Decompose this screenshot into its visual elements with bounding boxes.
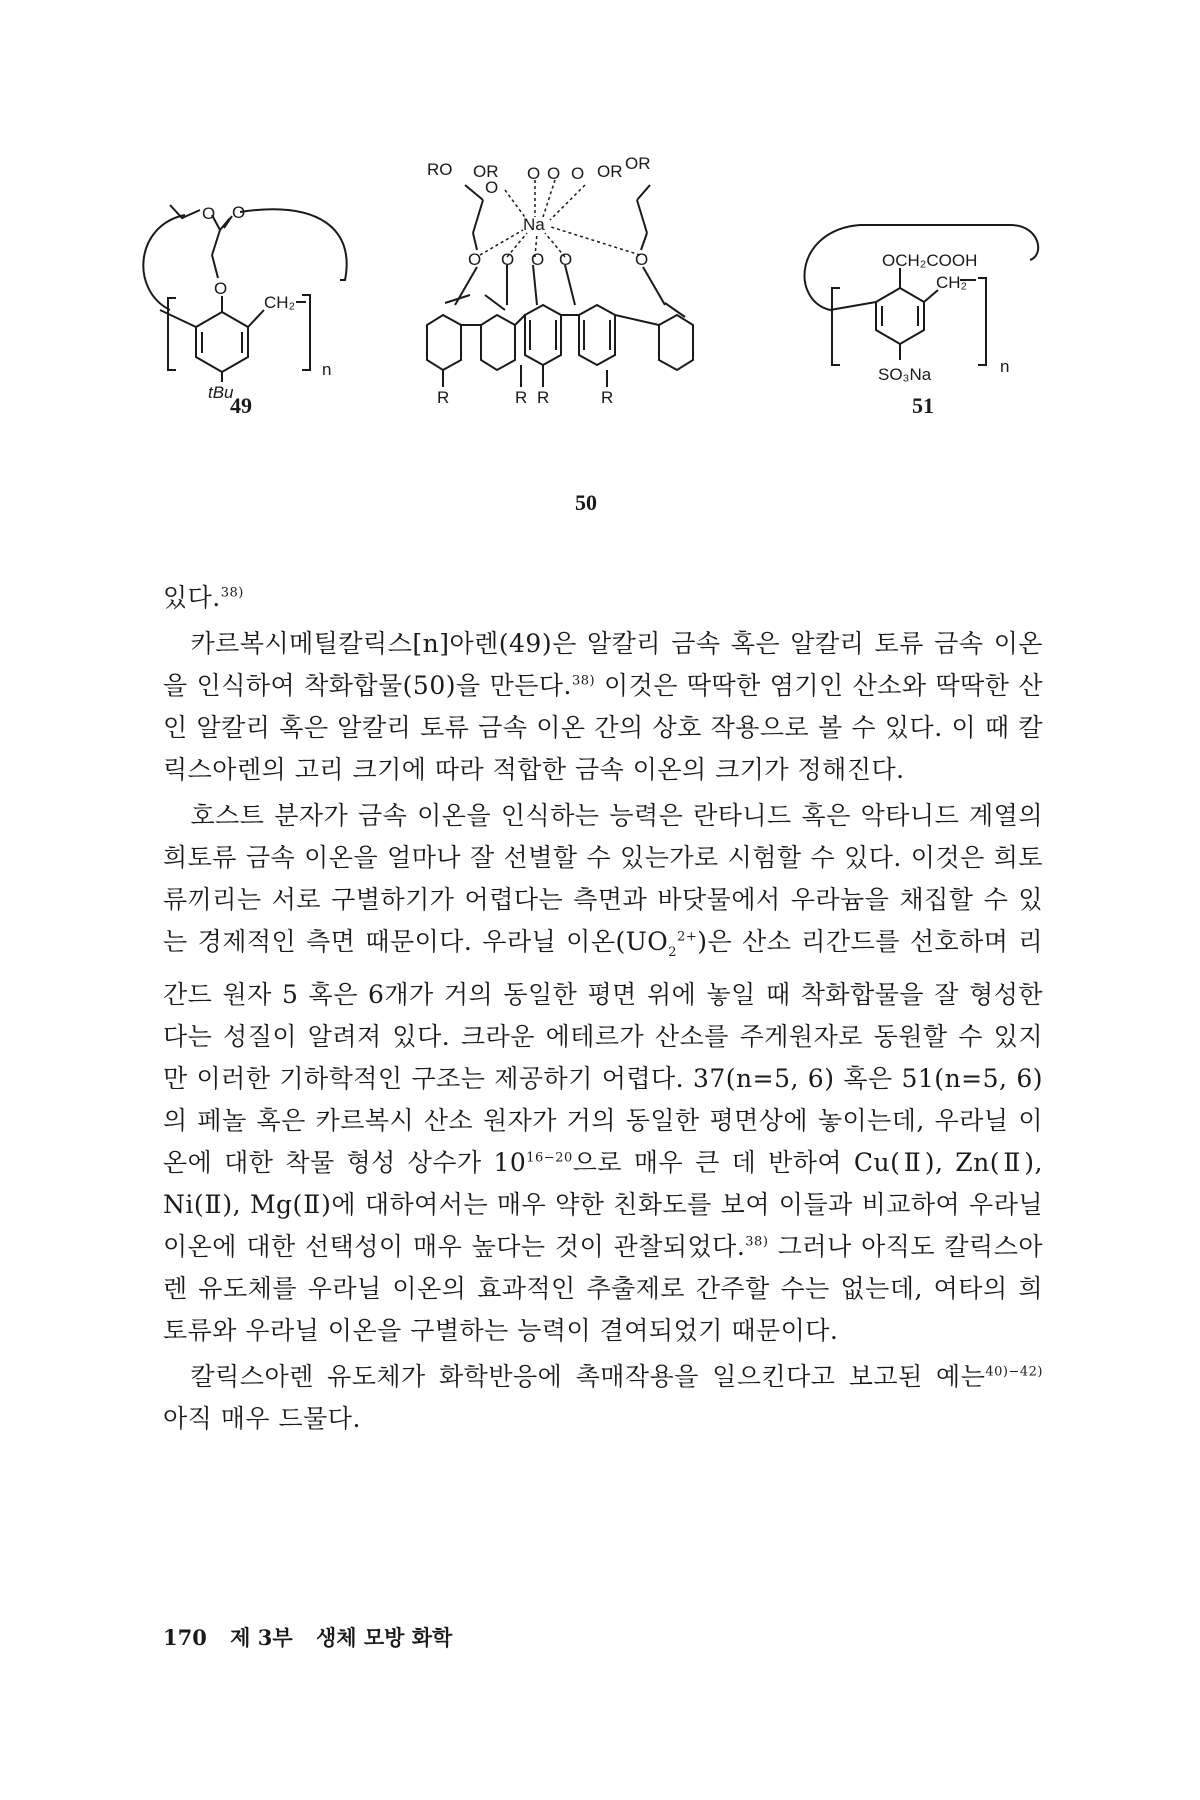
body-text — [163, 577, 1043, 1440]
paragraph-0-text: 있다. — [163, 583, 221, 612]
paragraph-0 — [163, 577, 1043, 619]
paragraph-2 — [163, 795, 1043, 1352]
atom-51-ch2: CH₂ — [936, 273, 968, 292]
compound-label-50: 50 — [575, 490, 597, 515]
structure-51-drawing — [800, 200, 1050, 390]
part-label: 제 3부 — [230, 1625, 293, 1650]
ref-38-b: 38) — [571, 673, 596, 689]
uranyl-subscript: 2 — [668, 945, 678, 960]
paragraph-1-text-b: 이것은 딱딱한 염기인 산소와 딱딱한 산인 알칼리 혹은 알칼리 토류 금속 이온 간의 상호 작용으로 볼 수 있다. 이 때 칼릭스아렌의 고리 크기에 따라 적합한 금속 이온의 크기가 정해진다. — [163, 671, 1043, 784]
paragraph-2-text-c: 으로 매우 큰 데 반하여 Cu(Ⅱ), Zn(Ⅱ), Ni(Ⅱ), Mg(Ⅱ)에 대하여서는 매우 약한 친화도를 보여 이들과 비교하여 우라닐 이온에 대한 선택성이 매우 높다는 것이 관찰되었다. — [163, 1148, 1043, 1261]
compound-label-51: 51 — [912, 393, 934, 418]
atom-51-och2cooh: OCH₂COOH — [882, 251, 978, 270]
atom-50-or-3: OR — [625, 155, 651, 173]
atom-50-o-top1: O — [527, 164, 541, 183]
atom-50-na: Na — [523, 215, 545, 234]
paragraph-1-text-a: 카르복시메틸칼릭스[n]아렌(49)은 알칼리 금속 혹은 알칼리 토류 금속 이온을 인식하여 착화합물(50)을 만든다. — [163, 629, 1043, 700]
atom-49-n: n — [322, 360, 332, 379]
paragraph-2-text-d: 그러나 아직도 칼릭스아렌 유도체를 우라닐 이온의 효과적인 추출제로 간주할 수는 없는데, 여타의 희토류와 우라닐 이온을 구별하는 능력이 결여되었기 때문이다. — [163, 1232, 1043, 1345]
atom-50-r-3: R — [537, 388, 550, 405]
atom-50-o-1: O — [468, 250, 482, 269]
atom-50-or-2: OR — [597, 162, 623, 181]
atom-50-o-top2: O — [547, 164, 561, 183]
paragraph-2-text-b: )은 산소 리간드를 선호하며 리간드 원자 5 혹은 6개가 거의 동일한 평면 위에 놓일 때 착화합물을 잘 형성한다는 성질이 알려져 있다. 크라운 에테르가 산소를 주게원자로 동원할 수 있지만 이러한 기하학적인 구조는 제공하기 어렵다. 37(n=5, 6) 혹은 51(n=5, 6)의 페놀 혹은 카르복시 산소 원자가 거의 동일한 평면상에 놓이는데, 우라닐 이온에 대한 착물 형성 상수가 10 — [163, 927, 1044, 1177]
atom-50-o-5: O — [635, 250, 649, 269]
atom-50-r-2: R — [515, 388, 528, 405]
atom-50-o-carbonyl1: O — [485, 178, 499, 197]
paragraph-3 — [163, 1356, 1043, 1440]
atom-49-o3: O — [214, 279, 228, 298]
atom-49-o1: O — [202, 204, 216, 223]
chemical-structures-figure — [0, 150, 1200, 530]
paragraph-2-text-a: 호스트 분자가 금속 이온을 인식하는 능력은 란타니드 혹은 악타니드 계열의 희토류 금속 이온을 얼마나 잘 선별할 수 있는가로 시험할 수 있다. 이것은 희토류끼리는 서로 구별하기가 어렵다는 측면과 바닷물에서 우라늄을 채집할 수 있는 경제적인 측면 때문이다. 우라닐 이온(UO — [163, 801, 1043, 956]
atom-50-o-3: O — [531, 250, 545, 269]
page-footer — [163, 1622, 468, 1652]
compound-label-49: 49 — [230, 393, 252, 418]
structure-50 — [425, 155, 715, 405]
atom-50-or-1: OR — [473, 162, 499, 181]
structure-50-drawing — [425, 155, 715, 405]
atom-50-ro: RO — [427, 160, 453, 179]
atom-49-tbu: tBu — [208, 383, 234, 400]
ref-40-42: 40)−42) — [985, 1364, 1043, 1380]
formation-constant-exponent: 16−20 — [526, 1150, 573, 1166]
page-number: 170 — [163, 1625, 207, 1650]
ref-38-a: 38) — [220, 585, 244, 601]
atom-51-n: n — [1000, 357, 1010, 376]
paragraph-3-text-a: 칼릭스아렌 유도체가 화학반응에 촉매작용을 일으킨다고 보고된 예는 — [190, 1362, 986, 1391]
section-title: 생체 모방 화학 — [315, 1625, 453, 1650]
paragraph-3-text-b: 아직 매우 드물다. — [163, 1404, 361, 1433]
atom-50-o-top3: O — [571, 164, 585, 183]
structure-51 — [800, 200, 1050, 390]
structure-49 — [140, 170, 380, 400]
atom-49-ch2: CH₂ — [264, 293, 296, 312]
atom-50-o-2: O — [501, 250, 515, 269]
atom-49-o2: O — [232, 203, 246, 222]
atom-51-so3na: SO₃Na — [878, 365, 932, 384]
uranyl-charge: 2+ — [677, 929, 698, 945]
atom-50-r-4: R — [601, 388, 614, 405]
atom-50-r-1: R — [437, 388, 450, 405]
ref-38-c: 38) — [745, 1234, 769, 1250]
structure-49-drawing — [140, 170, 380, 400]
atom-50-o-4: O — [559, 250, 573, 269]
paragraph-1 — [163, 623, 1043, 791]
